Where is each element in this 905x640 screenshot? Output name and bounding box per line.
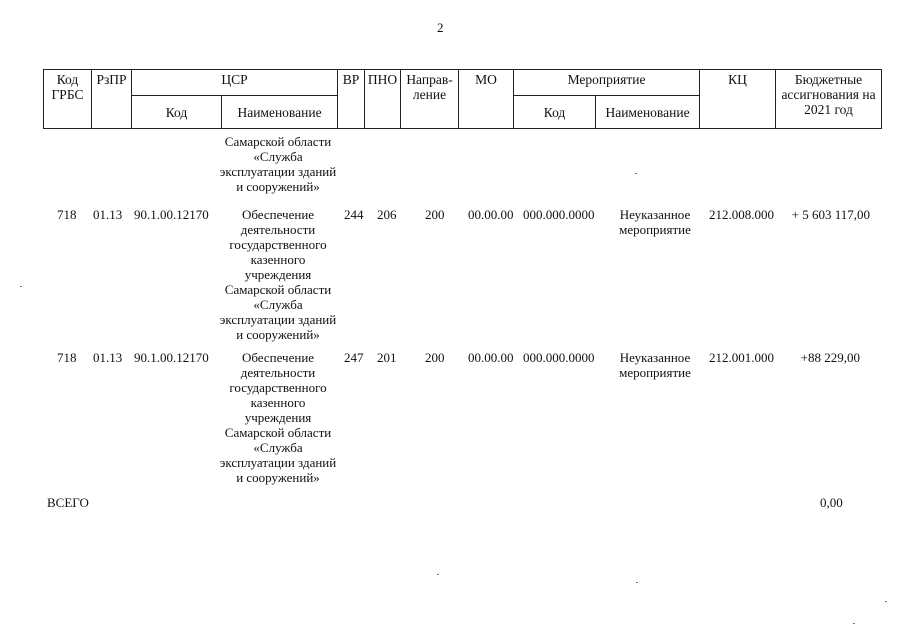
cell-vr: 244 bbox=[344, 207, 364, 222]
scan-speck bbox=[437, 574, 439, 575]
cell-meropr-name: Неуказанное мероприятие bbox=[619, 350, 691, 380]
scan-speck bbox=[635, 173, 637, 174]
cell-mo: 00.00.00 bbox=[468, 207, 514, 222]
scan-speck bbox=[20, 286, 22, 287]
header-meropr: Мероприятие bbox=[514, 70, 700, 96]
scan-speck bbox=[636, 582, 638, 583]
header-kc: КЦ bbox=[700, 70, 776, 129]
header-budget: Бюджетные ассигнования на 2021 год bbox=[776, 70, 882, 129]
scan-speck bbox=[885, 601, 887, 602]
cell-napr: 200 bbox=[425, 350, 445, 365]
cell-meropr-kod: 000.000.0000 bbox=[523, 350, 595, 365]
total-value: 0,00 bbox=[820, 495, 843, 510]
header-mo: МО bbox=[459, 70, 514, 129]
cell-napr: 200 bbox=[425, 207, 445, 222]
header-rzpr: РзПР bbox=[92, 70, 132, 129]
cell-vr: 247 bbox=[344, 350, 364, 365]
cell-meropr-kod: 000.000.0000 bbox=[523, 207, 595, 222]
header-vr: ВР bbox=[338, 70, 365, 129]
page-number: 2 bbox=[437, 20, 444, 35]
header-kod-grbs: Код ГРБС bbox=[44, 70, 92, 129]
header-meropr-name: Наименование bbox=[596, 96, 700, 129]
header-meropr-kod: Код bbox=[514, 96, 596, 129]
cell-kc: 212.008.000 bbox=[709, 207, 774, 222]
continuation-text: Самарской области «Служба эксплуатации зданий и сооружений» bbox=[219, 134, 337, 194]
cell-csr-name: Обеспечение деятельности государственного казенного учреждения Самарской области «Служба эксплуатации зданий и сооружений» bbox=[219, 350, 337, 485]
cell-csr-kod: 90.1.00.12170 bbox=[134, 350, 209, 365]
cell-kc: 212.001.000 bbox=[709, 350, 774, 365]
cell-amount: +88 229,00 bbox=[800, 350, 860, 365]
cell-meropr-name: Неуказанное мероприятие bbox=[619, 207, 691, 237]
cell-pno: 206 bbox=[377, 207, 397, 222]
cell-rzpr: 01.13 bbox=[93, 350, 123, 365]
header-pno: ПНО bbox=[365, 70, 401, 129]
total-label: ВСЕГО bbox=[47, 495, 89, 510]
scan-speck bbox=[853, 623, 855, 624]
header-csr-name: Наименование bbox=[222, 96, 338, 129]
cell-amount: + 5 603 117,00 bbox=[791, 207, 870, 222]
header-napr: Направ-ление bbox=[401, 70, 459, 129]
cell-csr-name: Обеспечение деятельности государственного казенного учреждения Самарской области «Служба эксплуатации зданий и сооружений» bbox=[219, 207, 337, 342]
cell-mo: 00.00.00 bbox=[468, 350, 514, 365]
cell-pno: 201 bbox=[377, 350, 397, 365]
cell-rzpr: 01.13 bbox=[93, 207, 123, 222]
cell-grbs: 718 bbox=[57, 207, 77, 222]
cell-csr-kod: 90.1.00.12170 bbox=[134, 207, 209, 222]
header-csr-kod: Код bbox=[132, 96, 222, 129]
header-csr: ЦСР bbox=[132, 70, 338, 96]
budget-table-header bbox=[43, 69, 882, 129]
cell-grbs: 718 bbox=[57, 350, 77, 365]
